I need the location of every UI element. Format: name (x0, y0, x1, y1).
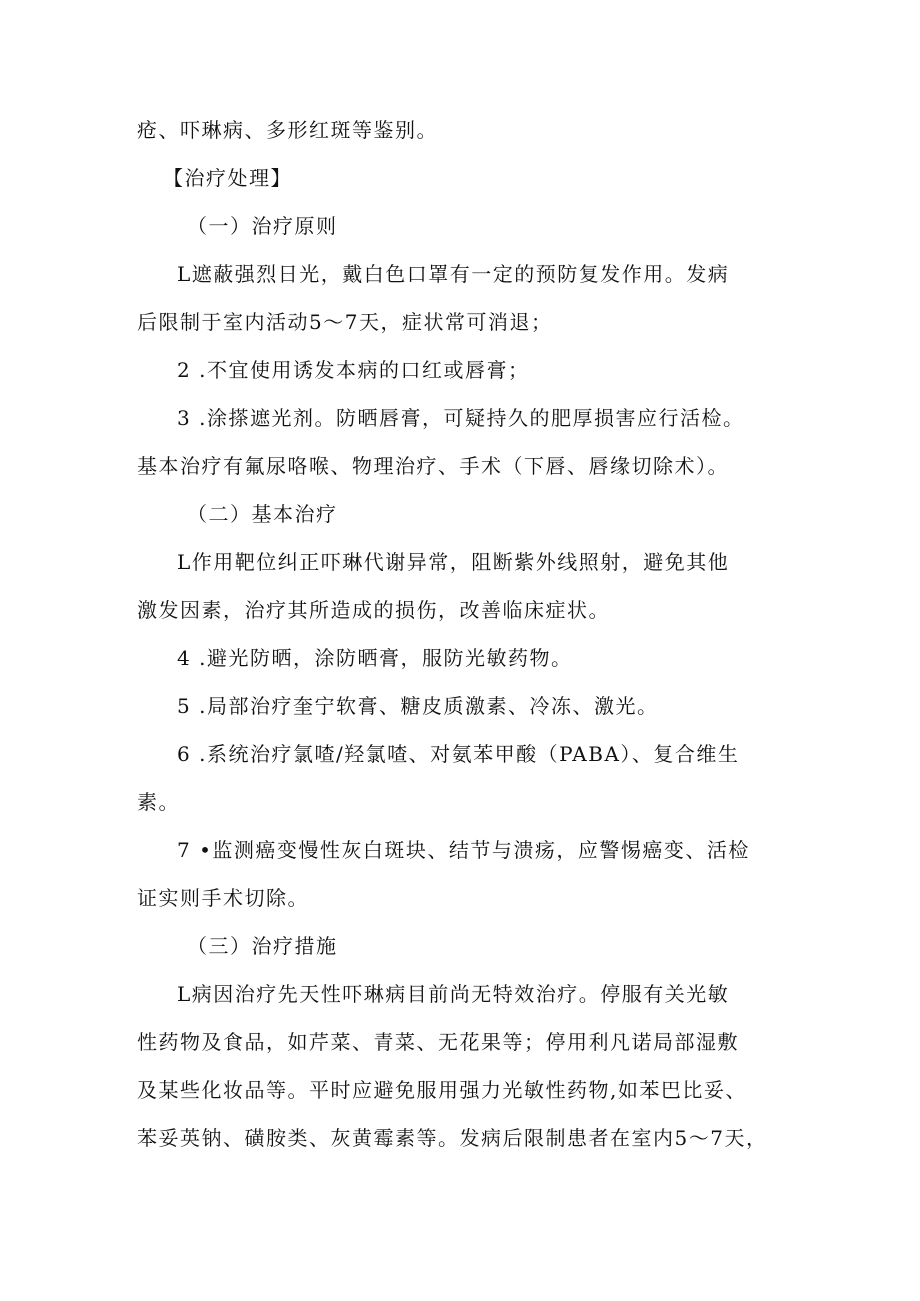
text-line: 7 •监测癌变慢性灰白斑块、结节与溃疡，应警惕癌变、活检 (177, 838, 750, 862)
text-line: 苯妥英钠、磺胺类、灰黄霉素等。发病后限制患者在室内5～7天， (137, 1126, 768, 1150)
text-line: L作用靶位纠正吓琳代谢异常，阻断紫外线照射，避免其他 (177, 550, 730, 574)
text-line: 疮、吓琳病、多形红斑等鉴别。 (137, 118, 438, 142)
paragraph-basic-1 (137, 538, 797, 634)
paragraph-principle-1 (137, 250, 797, 346)
text-line: 证实则手术切除。 (137, 886, 309, 910)
paragraph-principle-3 (137, 394, 797, 490)
text-line: L遮蔽强烈日光，戴白色口罩有一定的预防复发作用。发病 (177, 262, 730, 286)
text-line: 3 .涂搽遮光剂。防晒唇膏，可疑持久的肥厚损害应行活检。 (177, 406, 745, 430)
heading-text: 【治疗处理】 (163, 166, 292, 190)
text-line: L病因治疗先天性吓琳病目前尚无特效治疗。停服有关光敏 (177, 982, 730, 1006)
text-line: 激发因素，治疗其所造成的损伤，改善临床症状。 (137, 598, 610, 622)
subsection-heading-basic-treatment (137, 490, 797, 538)
text-line: 4 .避光防晒，涂防晒膏，服防光敏药物。 (177, 646, 573, 670)
heading-text: （二）基本治疗 (187, 502, 338, 526)
subsection-heading-measures (137, 922, 797, 970)
text-line: 6 .系统治疗氯喳/羟氯喳、对氨苯甲酸（PABA）、复合维生 (177, 742, 740, 766)
paragraph-differential-tail (137, 106, 797, 154)
subsection-heading-principles (137, 202, 797, 250)
text-line: 基本治疗有氟尿咯喉、物理治疗、手术（下唇、唇缘切除术）。 (137, 454, 729, 478)
text-line: 2 .不宜使用诱发本病的口红或唇膏； (177, 358, 530, 382)
document-body (137, 106, 797, 1162)
text-line: 5 .局部治疗奎宁软膏、糖皮质激素、冷冻、激光。 (177, 694, 659, 718)
paragraph-basic-4 (137, 634, 797, 682)
paragraph-basic-6 (137, 730, 797, 826)
heading-text: （三）治疗措施 (187, 934, 338, 958)
section-heading-treatment (137, 154, 797, 202)
paragraph-measures-1 (137, 970, 797, 1162)
heading-text: （一）治疗原则 (187, 214, 338, 238)
paragraph-basic-7 (137, 826, 797, 922)
paragraph-principle-2 (137, 346, 797, 394)
text-line: 后限制于室内活动5～7天，症状常可消退； (137, 310, 553, 334)
text-line: 及某些化妆品等。平时应避免服用强力光敏性药物,如苯巴比妥、 (137, 1078, 747, 1102)
text-line: 性药物及食品，如芹菜、青菜、无花果等；停用利凡诺局部湿敷 (137, 1030, 739, 1054)
text-line: 素。 (137, 790, 180, 814)
paragraph-basic-5 (137, 682, 797, 730)
